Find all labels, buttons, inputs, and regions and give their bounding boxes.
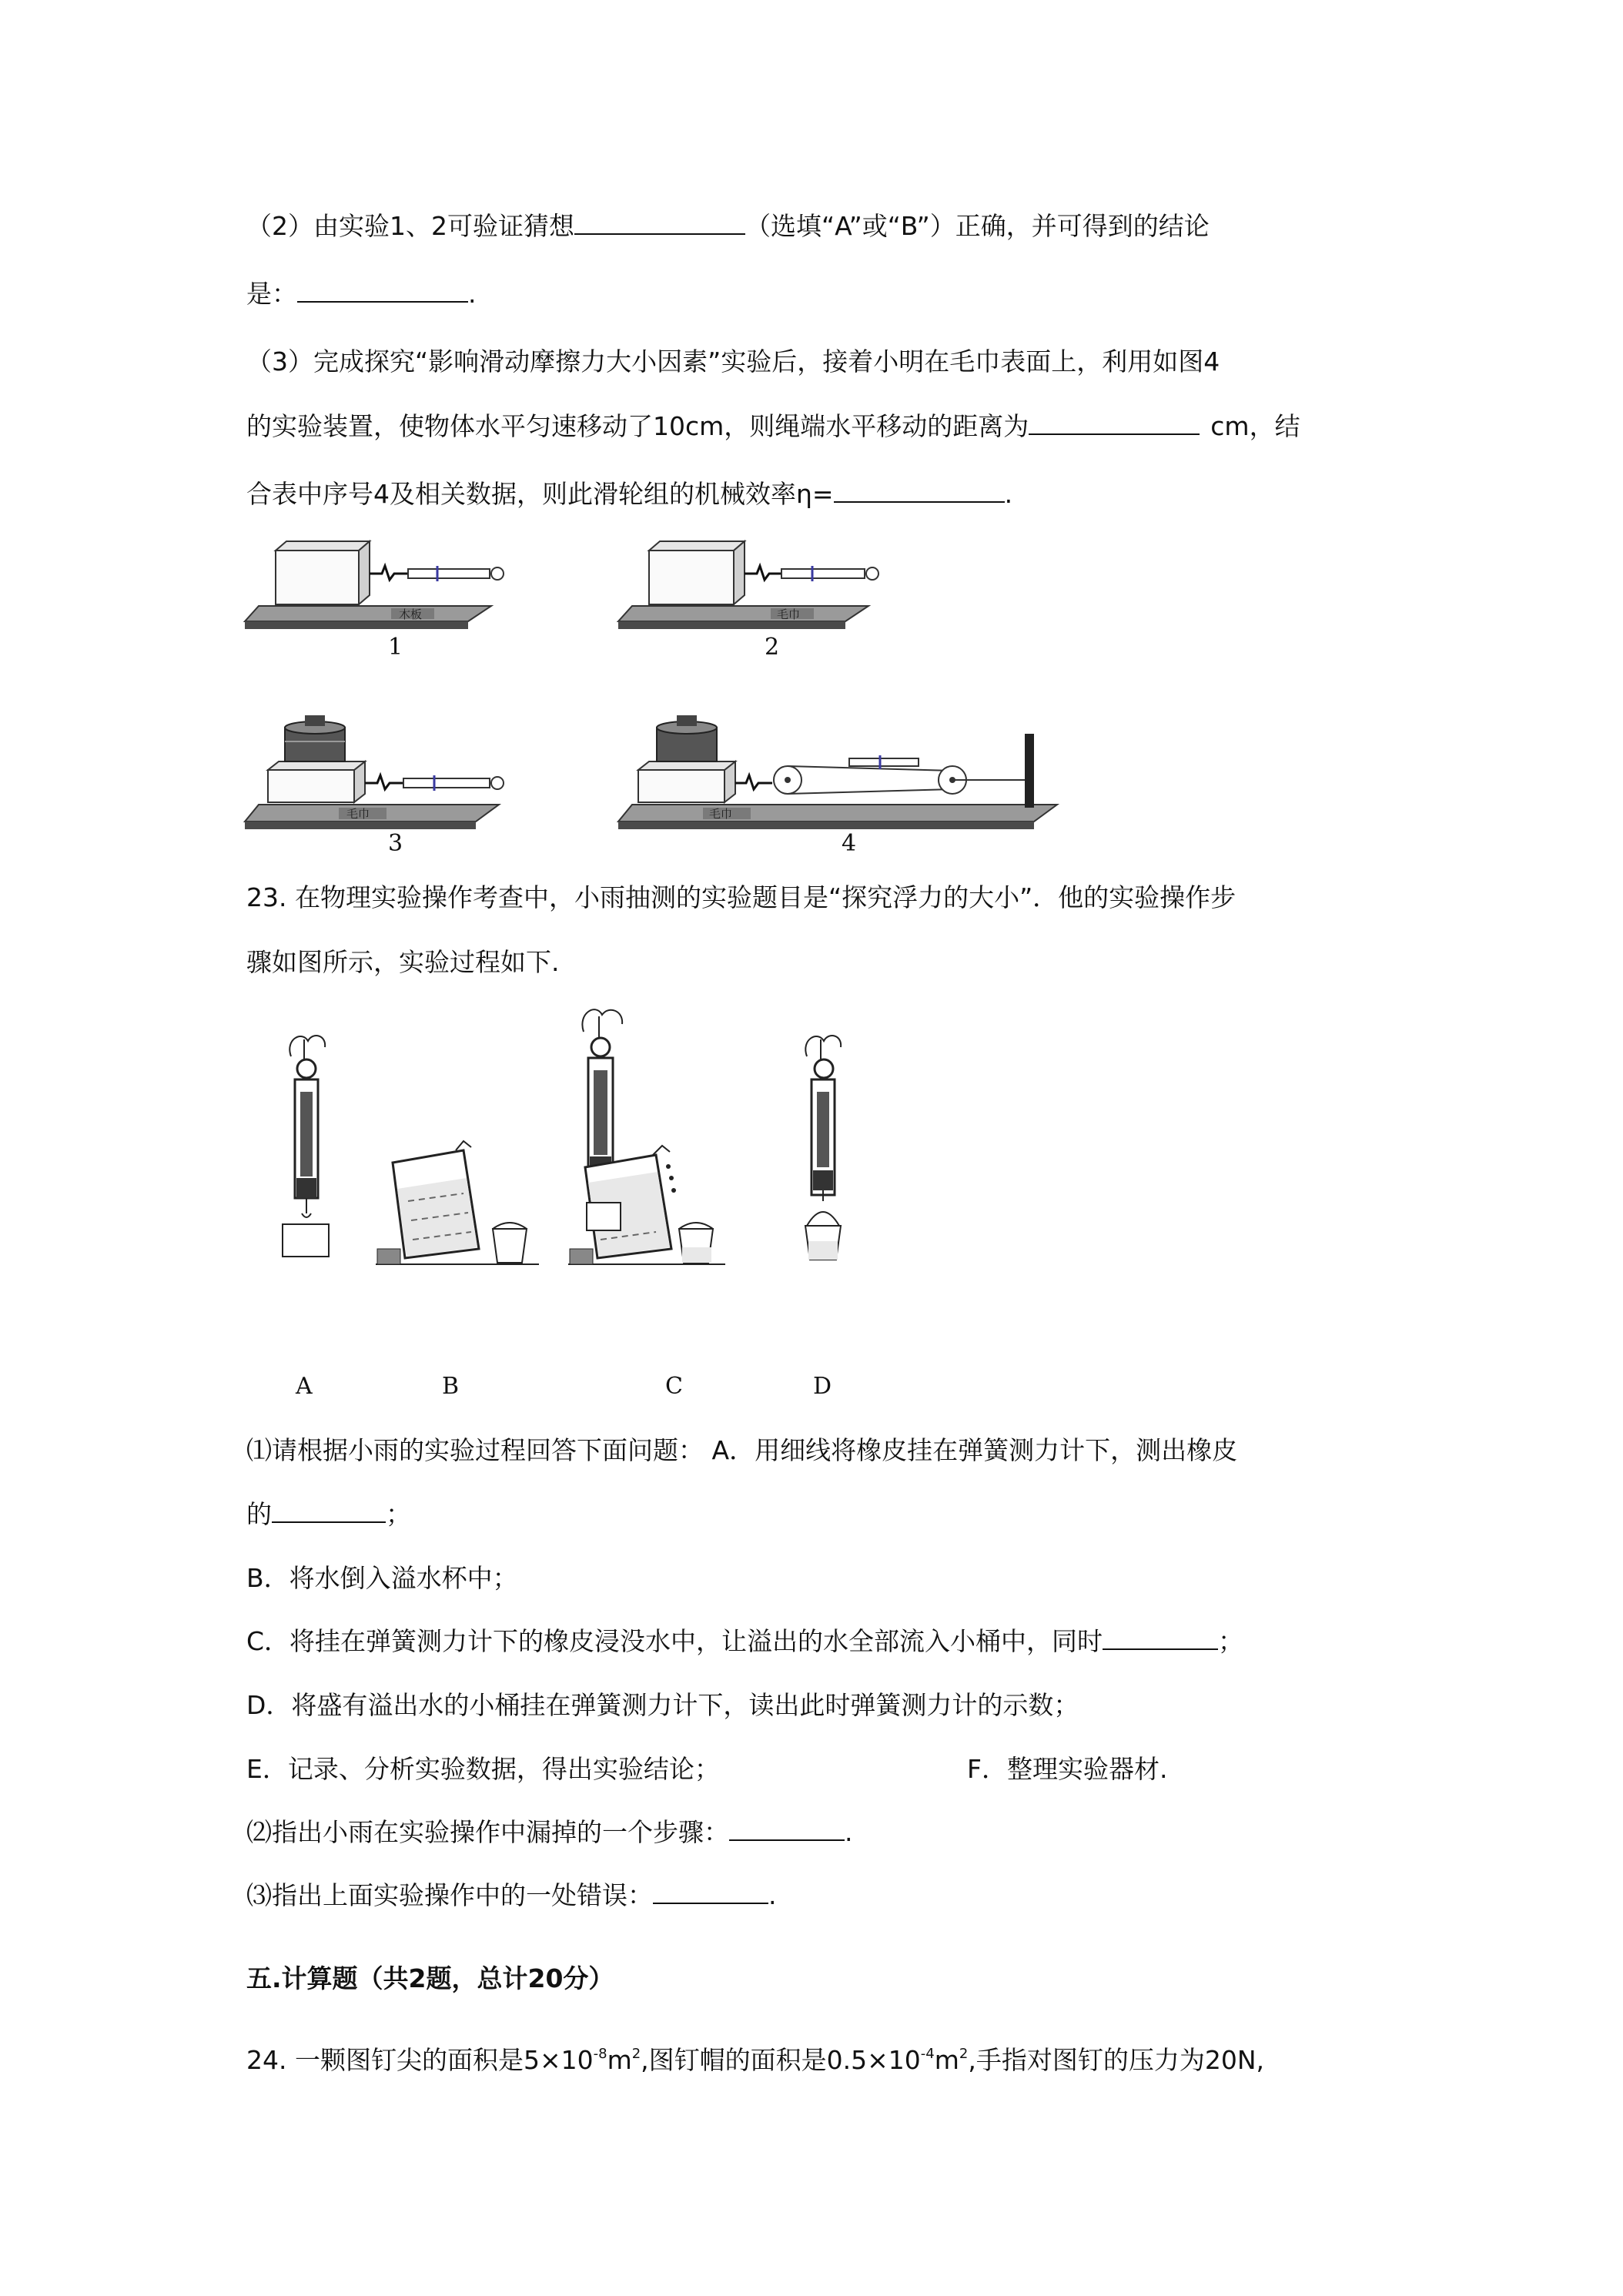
panel-label-1: 1 [388, 634, 403, 661]
q24-text-e: ,手指对图钉的压力为20N, [968, 2045, 1265, 2075]
q23-step1-text-b: 的 [246, 1499, 272, 1529]
station-b [376, 1141, 539, 1400]
figure-label-a: A [296, 1373, 313, 1400]
q23-step1-line2 [246, 1498, 411, 1531]
q23-step1-line1 [246, 1434, 1237, 1468]
section-title [246, 1962, 614, 1996]
q23-part2-text-a: ⑵指出小雨在实验操作中漏掉的一个步骤： [246, 1817, 729, 1847]
answer-blank[interactable] [574, 210, 745, 235]
panel-label-3: 3 [388, 830, 403, 857]
q22-part2-text-a: （2）由实验1、2可验证猜想 [246, 211, 574, 241]
q23-step-c-text-a: C．将挂在弹簧测力计下的橡皮浸没水中，让溢出的水全部流入小桶中，同时 [246, 1626, 1103, 1656]
station-a [283, 1036, 329, 1400]
q22-part2-text-d: . [468, 279, 477, 309]
q23-part3 [246, 1879, 777, 1913]
q22-part2-line1 [246, 209, 1210, 243]
q24-unit-2: m [934, 2045, 959, 2075]
q24-text-c: ,图钉帽的面积是0.5×10 [641, 2045, 921, 2075]
answer-blank[interactable] [1103, 1625, 1218, 1650]
q23-intro-text-a: 23. 在物理实验操作考查中，小雨抽测的实验题目是“探究浮力的大小”．他的实验操作步 [246, 882, 1236, 912]
answer-blank[interactable] [297, 278, 468, 303]
q23-intro-line2 [246, 946, 560, 979]
q23-step-f-text: F．整理实验器材. [967, 1754, 1168, 1784]
figure-panel-4 [618, 715, 1057, 857]
q22-part3-text-c: cm，结 [1210, 411, 1300, 441]
q23-step-e-text: E．记录、分析实验数据，得出实验结论； [246, 1754, 720, 1784]
q23-step1-text-a: ⑴请根据小雨的实验过程回答下面问题： A．用细线将橡皮挂在弹簧测力计下，测出橡皮 [246, 1435, 1238, 1465]
surface-label-1: 木板 [399, 607, 423, 621]
section-title-text: 五.计算题（共2题，总计20分） [246, 1963, 614, 1993]
q22-part3-line1 [246, 345, 1220, 379]
buoyancy-experiment-figure [262, 1009, 878, 1401]
q24-exponent-2: -4 [920, 2046, 935, 2062]
friction-experiment-figure [245, 535, 1061, 857]
figure-label-b: B [442, 1373, 460, 1400]
q23-part2 [246, 1816, 853, 1849]
q23-step-d [246, 1689, 1079, 1722]
figure-panel-1 [245, 541, 504, 661]
answer-blank[interactable] [834, 478, 1005, 503]
q23-step1-text-c: ； [386, 1499, 411, 1529]
q23-step-b-text: B．将水倒入溢水杯中； [246, 1563, 518, 1593]
q23-step-f [967, 1752, 1167, 1786]
q22-part3-text-d: 合表中序号4及相关数据，则此滑轮组的机械效率η= [246, 479, 834, 509]
q22-part2-text-b: （选填“A”或“B”）正确，并可得到的结论 [745, 211, 1210, 241]
panel-label-2: 2 [765, 634, 780, 661]
q24-square-1: 2 [631, 2046, 641, 2062]
station-c [568, 1009, 725, 1400]
q23-intro-line1 [246, 881, 1236, 915]
q23-part3-text-b: . [768, 1880, 777, 1910]
q23-intro-text-b: 骤如图所示，实验过程如下. [246, 947, 560, 977]
figure-panel-2 [618, 541, 878, 661]
q23-part3-text-a: ⑶指出上面实验操作中的一处错误： [246, 1880, 653, 1910]
q22-part3-text-b: 的实验装置，使物体水平匀速移动了10cm，则绳端水平移动的距离为 [246, 411, 1029, 441]
q23-step-b [246, 1561, 518, 1595]
surface-label-2: 毛巾 [777, 607, 801, 621]
q22-part3-line3 [246, 477, 1012, 511]
q23-part2-text-b: . [845, 1817, 853, 1847]
answer-blank[interactable] [729, 1816, 845, 1841]
answer-blank[interactable] [1029, 410, 1200, 435]
q23-step-c [246, 1625, 1243, 1658]
q24-exponent-1: -8 [593, 2046, 607, 2062]
figure-label-d: D [813, 1373, 832, 1400]
q22-part2-text-c: 是： [246, 279, 297, 309]
q22-part3-text-e: . [1004, 479, 1013, 509]
q22-part3-line2 [246, 410, 1300, 443]
figure-panel-3 [245, 715, 504, 857]
answer-blank[interactable] [653, 1879, 768, 1904]
station-d [805, 1036, 841, 1400]
q22-part3-text-a: （3）完成探究“影响滑动摩擦力大小因素”实验后，接着小明在毛巾表面上，利用如图4 [246, 346, 1220, 377]
answer-blank[interactable] [272, 1498, 386, 1523]
q23-step-d-text: D．将盛有溢出水的小桶挂在弹簧测力计下，读出此时弹簧测力计的示数； [246, 1690, 1079, 1720]
q24-line1 [246, 2043, 1264, 2077]
surface-label-3: 毛巾 [346, 807, 370, 821]
panel-label-4: 4 [842, 830, 857, 857]
q23-step-c-text-b: ； [1218, 1626, 1244, 1656]
q23-step-e [246, 1752, 720, 1786]
surface-label-4: 毛巾 [709, 807, 733, 821]
q24-unit-1: m [607, 2045, 632, 2075]
q24-square-2: 2 [959, 2046, 969, 2062]
figure-label-c: C [665, 1373, 683, 1400]
q24-text-a: 24. 一颗图钉尖的面积是5×10 [246, 2045, 594, 2075]
q22-part2-line2 [246, 277, 477, 311]
